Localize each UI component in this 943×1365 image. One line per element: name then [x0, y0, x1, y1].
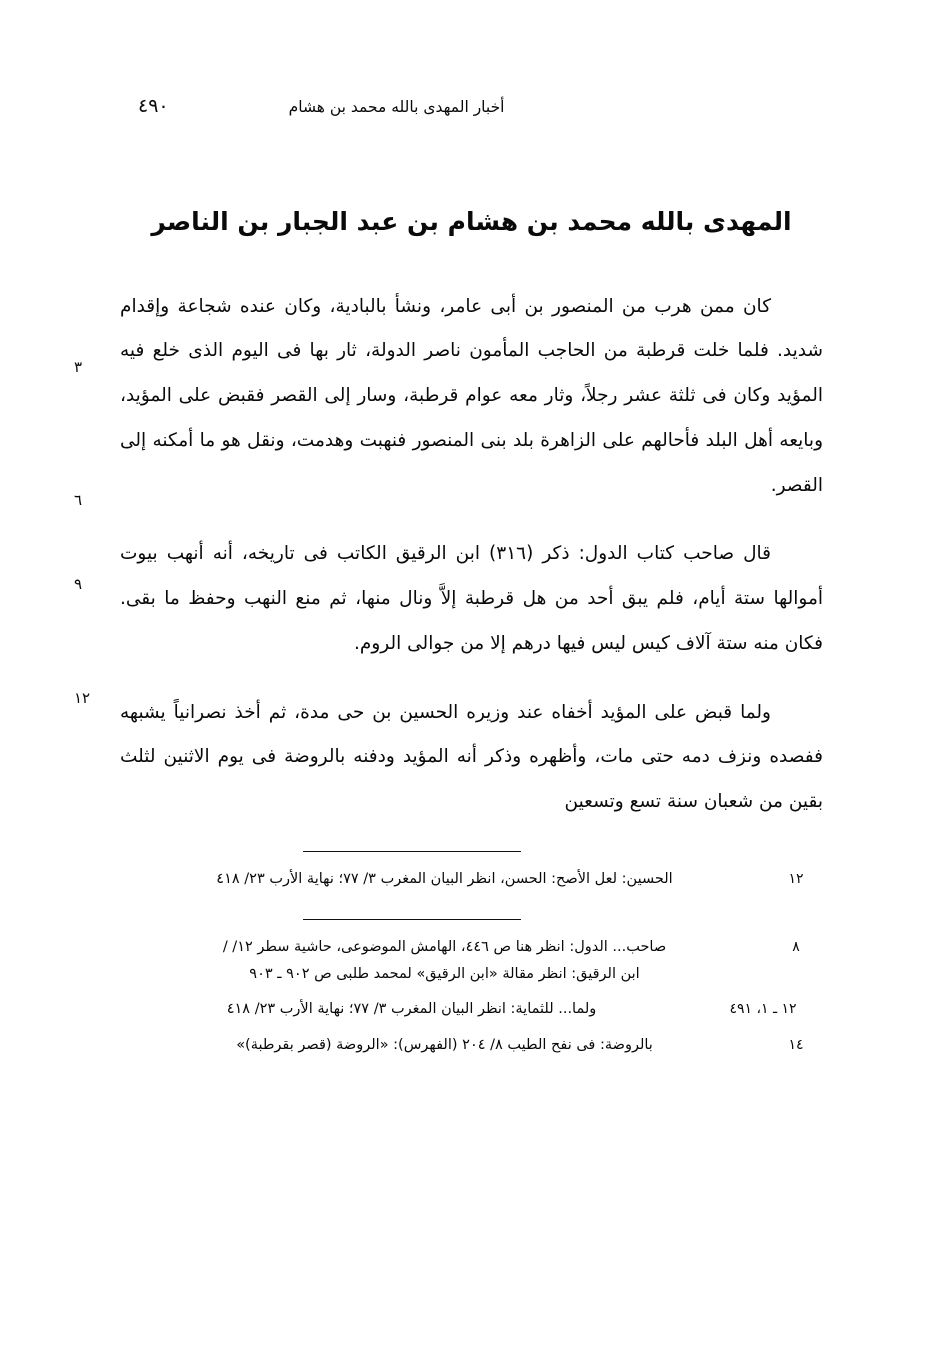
footnote-apparatus [120, 934, 823, 1059]
variants-rule [303, 851, 521, 852]
body-text [74, 285, 823, 825]
footnote-entry [120, 934, 823, 988]
line-number-3: ٣ [74, 357, 83, 376]
variant-entry [120, 866, 823, 893]
footnote-entry [120, 1032, 823, 1059]
paragraph-3 [74, 688, 823, 825]
paragraph-2 [74, 532, 823, 666]
line-number-12: ١٢ [74, 688, 91, 707]
variant-apparatus [120, 866, 823, 893]
paragraph-1 [74, 285, 823, 509]
variant-text: الحسين: لعل الأصح: الحسن، انظر البيان المغرب ٣/ ٧٧؛ نهاية الأرب ٢٣/ ٤١٨ [216, 870, 673, 887]
footnote-text-line: صاحب... الدول: انظر هنا ص ٤٤٦، الهامش الموضوعى، حاشية سطر ١٢/ / [222, 938, 667, 955]
variant-line-number: ١٢ [788, 870, 804, 887]
footnote-line-number: ١٤ [788, 1037, 804, 1054]
footnote-text [120, 934, 769, 988]
footnote-entry [120, 996, 823, 1023]
footnote-text: بالروضة: فى نفح الطيب ٨/ ٢٠٤ (الفهرس): «الروضة (قصر بقرطبة)» [236, 1037, 653, 1054]
line-number-9: ٩ [74, 575, 83, 594]
chapter-title: المهدى بالله محمد بن هشام بن عبد الجبار بن الناصر [151, 207, 792, 236]
paragraph-3-text: ولما قبض على المؤيد أخفاه عند وزيره الحسين بن حى مدة، ثم أخذ نصرانياً يشبهه ففصده ونزف دمه حتى مات، وأظهره وذكر أنه المؤيد ودفنه بالروضة فى يوم الاثنين لثلث بقين من شعبان سنة تسع وتسعين [120, 701, 823, 813]
footnote-text-line: ابن الرقيق: انظر مقالة «ابن الرقيق» لمحمد طلبى ص ٩٠٢ ـ ٩٠٣ [249, 965, 640, 982]
footnotes-rule [303, 919, 521, 920]
footnote-line-number: ٨ [792, 938, 800, 955]
footnote-line-number: ١٢ ـ ١، ٤٩١ [729, 1001, 797, 1018]
footnote-text: ولما... للثماية: انظر البيان المغرب ٣/ ٧٧؛ نهاية الأرب ٢٣/ ٤١٨ [226, 1001, 597, 1018]
running-title: أخبار المهدى بالله محمد بن هشام [288, 98, 505, 116]
paragraph-2-text: قال صاحب كتاب الدول: ذكر (٣١٦) ابن الرقيق الكاتب فى تاريخه، أنه أنهب بيوت أموالها ستة أيام، فلم يبق أحد من هل قرطبة إلاَّ ونال منها، ثم منع النهب وحفظ ما بقى. فكان منه ستة آلاف كيس ليس فيها درهم إلا من جوالى الروم. [120, 543, 823, 654]
page-number: ٤٩٠ [138, 95, 169, 117]
page-header [120, 95, 823, 117]
line-number-6: ٦ [74, 490, 83, 509]
paragraph-1-text: كان ممن هرب من المنصور بن أبى عامر، ونشأ بالبادية، وكان عنده شجاعة وإقدام شديد. فلما خلت قرطبة من الحاجب المأمون ناصر الدولة، ثار بها فى اليوم الذى خلع فيه المؤيد وكان فى ثلثة عشر رجلاً، وثار معه عوام قرطبة، وسار إلى القصر فقبض على المؤيد، وبايعه أهل البلد فأحالهم على الزاهرة بلد بنى المنصور فنهبت وهدمت، ونقل هو ما أمكنه إلى القصر. [120, 295, 823, 496]
